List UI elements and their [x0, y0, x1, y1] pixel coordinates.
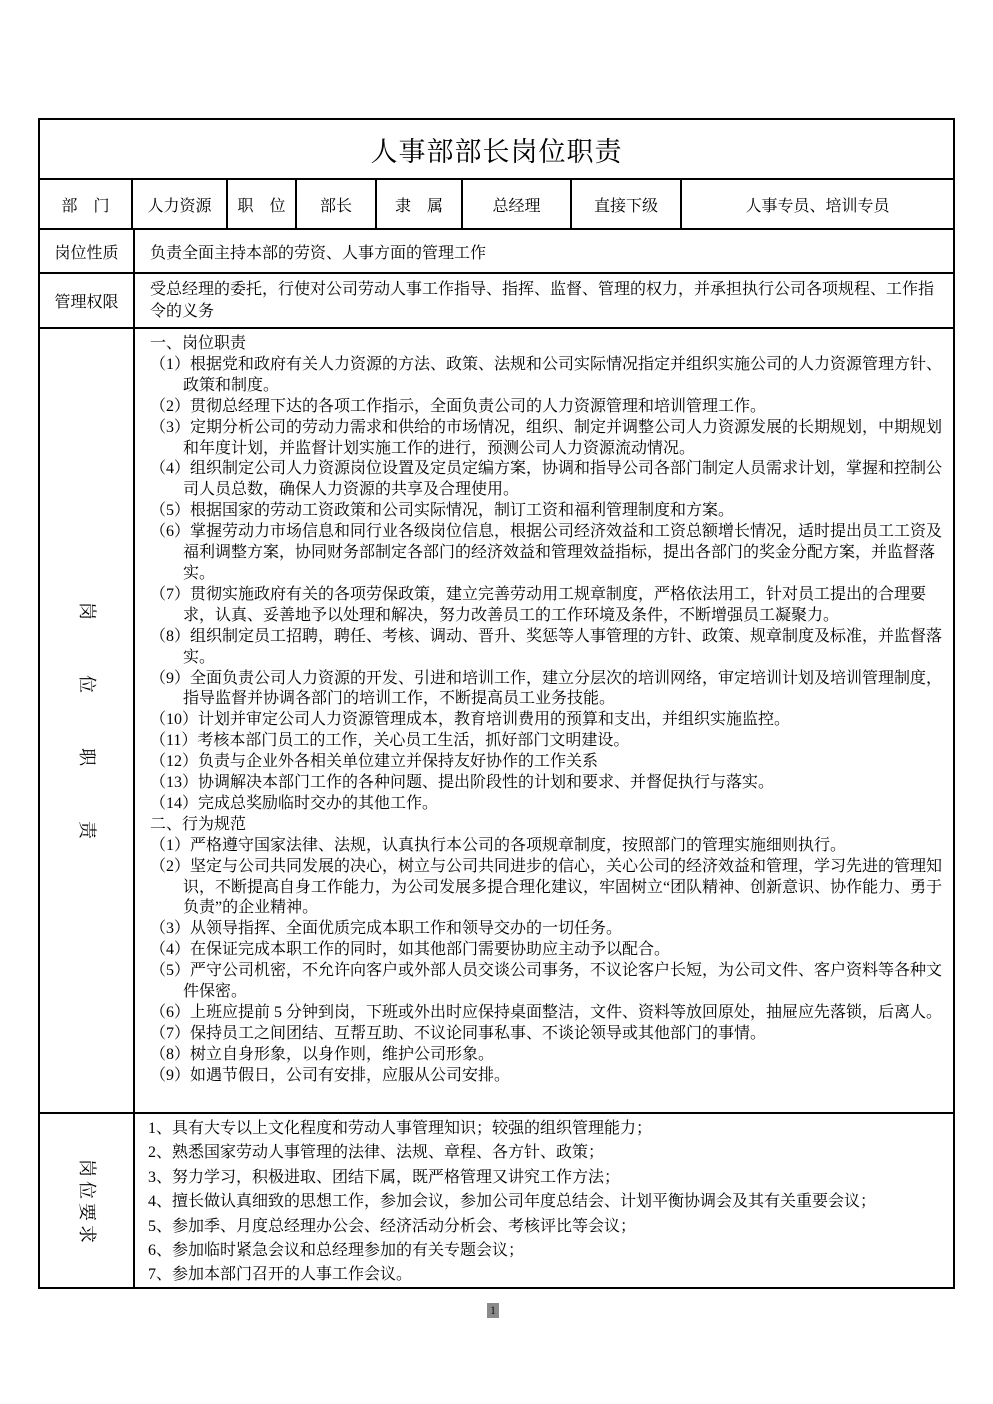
duty-item: （11）考核本部门员工的工作，关心员工生活，抓好部门文明建设。: [150, 732, 630, 750]
duty-item: （9）全面负责公司人力资源的开发、引进和培训工作，建立分层次的培训网络，审定培训计划及培训管理制度，指导监督并协调各部门的培训工作，不断提高员工业务技能。: [150, 669, 943, 708]
page-number-field: 1: [487, 1303, 499, 1318]
duties-label-char: 位: [76, 675, 97, 693]
duty-item: （7）贯彻实施政府有关的各项劳保政策，建立完善劳动用工规章制度，严格依法用工，针对员工提出的合理要求，认真、妥善地予以处理和解决，努力改善员工的工作环境及条件，不断增强员工凝聚力。: [150, 585, 927, 624]
duty-item: （9）如遇节假日，公司有安排，应服从公司安排。: [150, 1066, 511, 1084]
duties-body: [133, 329, 953, 1112]
requirements-vertical-label: [40, 1114, 133, 1287]
duty-item: （2）坚定与公司共同发展的决心，树立与公司共同进步的信心，关心公司的经济效益和管理，学习先进的管理知识，不断提高自身工作能力，为公司发展多提合理化建议，牢固树立“团队精神、创新意识、协作能力、勇于负责”的企业精神。: [150, 857, 943, 917]
info-cell-2: 职 位: [226, 180, 295, 228]
duty-item: （8）组织制定员工招聘，聘任、考核、调动、晋升、奖惩等人事管理的方针、政策、规章制度及标准，并监督落实。: [150, 627, 943, 666]
requirement-item: 1、具有大专以上文化程度和劳动人事管理知识；较强的组织管理能力；: [148, 1120, 653, 1137]
info-cell-4: 隶 属: [375, 180, 461, 228]
job-nature-row: [40, 228, 953, 272]
requirements-row: [40, 1112, 953, 1287]
duties-label-char: 岗: [76, 602, 97, 620]
job-description-table: [38, 118, 955, 1289]
duty-item: （1）严格遵守国家法律、法规，认真执行本公司的各项规章制度，按照部门的管理实施细则执行。: [150, 836, 847, 854]
duty-item: （12）负责与企业外各相关单位建立并保持友好协作的工作关系: [150, 753, 599, 771]
duties-label-char: 职: [76, 748, 97, 766]
duty-item: （2）贯彻总经理下达的各项工作指示，全面负责公司的人力资源管理和培训管理工作。: [150, 397, 767, 415]
requirements-label-char: 求: [76, 1224, 97, 1243]
authority-content: 受总经理的委托，行使对公司劳动人事工作指导、指挥、监督、管理的权力，并承担执行公司各项规程、工作指令的义务: [133, 274, 953, 327]
job-nature-label: 岗位性质: [54, 244, 119, 262]
job-nature-content: 负责全面主持本部的劳资、人事方面的管理工作: [133, 230, 953, 272]
requirement-item: 4、擅长做认真细致的思想工作，参加会议，参加公司年度总结会、计划平衡协调会及其有关重要会议；: [148, 1193, 877, 1211]
title-row: [40, 120, 953, 178]
info-cell-1: 人力资源: [131, 180, 226, 228]
info-row: [40, 178, 953, 228]
duty-item: （6）上班应提前 5 分钟到岗，下班或外出时应保持桌面整洁，文件、资料等放回原处，抽屉应先落锁，后离人。: [150, 1004, 943, 1021]
info-cell-3: 部长: [295, 180, 375, 228]
duty-item: （4）在保证完成本职工作的同时，如其他部门需要协助应主动予以配合。: [150, 941, 671, 959]
requirements-label-char: 要: [76, 1202, 97, 1221]
info-cell-6: 直接下级: [570, 180, 680, 228]
duty-item: （5）严守公司机密，不允许向客户或外部人员交谈公司事务，不议论客户长短，为公司文件、客户资料等各种文件保密。: [150, 962, 943, 1001]
duty-item: （14）完成总奖励临时交办的其他工作。: [150, 794, 439, 812]
section-heading: 二、行为规范: [150, 815, 247, 833]
duty-item: （3）定期分析公司的劳动力需求和供给的市场情况，组织、制定并调整公司人力资源发展的长期规划，中期规划和年度计划，并监督计划实施工作的进行，预测公司人力资源流动情况。: [150, 418, 943, 457]
duties-row: [40, 327, 953, 1112]
requirements-body: [133, 1114, 953, 1287]
duty-item: （5）根据国家的劳动工资政策和公司实际情况，制订工资和福利管理制度和方案。: [150, 502, 735, 520]
requirement-item: 3、努力学习，积极进取、团结下属，既严格管理又讲究工作方法；: [148, 1168, 621, 1186]
duty-item: （3）从领导指挥、全面优质完成本职工作和领导交办的一切任务。: [150, 920, 623, 938]
requirement-item: 5、参加季、月度总经理办公会、经济活动分析会、考核评比等会议；: [148, 1217, 637, 1235]
info-cell-5: 总经理: [461, 180, 570, 228]
requirements-label-char: 位: [76, 1180, 97, 1199]
requirement-item: 2、熟悉国家劳动人事管理的法律、法规、章程、各方针、政策；: [148, 1144, 605, 1162]
duty-item: （13）协调解决本部门工作的各种问题、提出阶段性的计划和要求、并督促执行与落实。: [150, 774, 775, 792]
document-title: 人事部部长岗位职责: [370, 136, 623, 167]
duties-vertical-label: [40, 329, 133, 1112]
requirement-item: 7、参加本部门召开的人事工作会议。: [148, 1266, 413, 1284]
duty-item: （10）计划并审定公司人力资源管理成本，教育培训费用的预算和支出，并组织实施监控。: [150, 711, 791, 729]
duty-item: （6）掌握劳动力市场信息和同行业各级岗位信息，根据公司经济效益和工资总额增长情况，适时提出员工工资及福利调整方案，协同财务部制定各部门的经济效益和管理效益指标，提出各部门的奖金分配方案，并监督落实。: [150, 523, 943, 582]
authority-label: 管理权限: [54, 294, 119, 311]
duty-item: （7）保持员工之间团结、互帮互助、不议论同事私事、不谈论领导或其他部门的事情。: [150, 1024, 767, 1042]
info-cell-0: 部 门: [61, 197, 110, 215]
duty-item: （4）组织制定公司人力资源岗位设置及定员定编方案，协调和指导公司各部门制定人员需求计划，掌握和控制公司人员总数，确保人力资源的共享及合理使用。: [150, 460, 943, 499]
requirements-label-char: 岗: [76, 1158, 97, 1177]
section-heading: 一、岗位职责: [150, 335, 247, 352]
requirement-item: 6、参加临时紧急会议和总经理参加的有关专题会议；: [148, 1242, 525, 1260]
duty-item: （1）根据党和政府有关人力资源的方法、政策、法规和公司实际情况指定并组织实施公司的人力资源管理方针、政策和制度。: [150, 355, 943, 394]
duties-label-char: 责: [76, 821, 97, 839]
info-cell-7: 人事专员、培训专员: [680, 180, 953, 228]
authority-row: [40, 272, 953, 327]
duty-item: （8）树立自身形象，以身作则，维护公司形象。: [150, 1045, 495, 1063]
